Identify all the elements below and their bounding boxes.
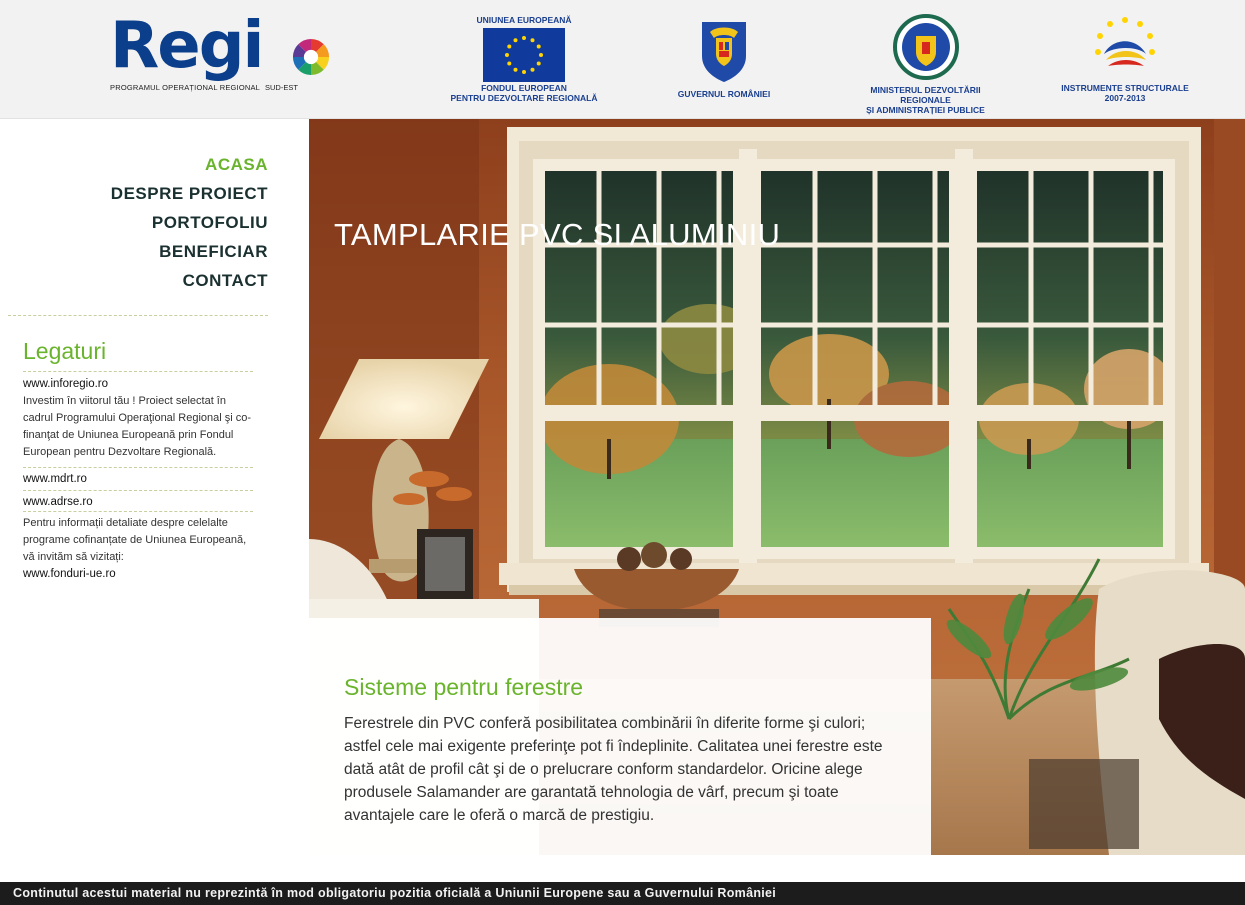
eu-star-icon xyxy=(539,53,543,57)
structural-instruments-logo-icon xyxy=(1090,14,1160,78)
content-title: Sisteme pentru ferestre xyxy=(344,674,584,700)
content-text: Ferestrele din PVC conferă posibilitatea combinării în diferite forme şi culori; astfel cele mai exigente preferinţe pot fi îndeplinite. Calitatea unei ferestre este dată atât de profil cât şi de o prelucrare conform standardelor. Oricine alege produsele Salamander are garantată tehnologia de vârf, precum şi toate avantajele care le oferă o marcă de prestigiu. xyxy=(344,715,883,824)
color-wheel-icon xyxy=(292,38,330,76)
ministry-seal-icon xyxy=(893,14,959,80)
partner-ministry-caption-2: ȘI ADMINISTRAȚIEI PUBLICE xyxy=(866,104,985,115)
links-divider xyxy=(23,490,253,491)
links-divider xyxy=(23,511,253,512)
eu-star-icon xyxy=(531,67,535,71)
content-card xyxy=(309,618,931,855)
eu-star-icon xyxy=(522,36,526,40)
logo-subtitle: PROGRAMUL OPERAȚIONAL REGIONAL xyxy=(110,83,261,92)
hero-title: TAMPLARIE PVC SI ALUMINIU xyxy=(334,217,781,252)
eu-star-icon xyxy=(505,53,509,57)
partner-is-caption-1: INSTRUMENTE STRUCTURALE xyxy=(1061,83,1189,93)
link-adrse[interactable]: www.adrse.ro xyxy=(23,496,93,508)
footer-disclaimer: Continutul acestui material nu reprezintă în mod obligatoriu pozitia oficială a Uniunii Europene sau a Guvernului României xyxy=(0,882,1245,905)
partner-eu-caption-2: PENTRU DEZVOLTARE REGIONALĂ xyxy=(450,92,598,103)
logo-wordmark: Regi xyxy=(110,9,263,83)
links-divider xyxy=(23,467,253,468)
eu-star-icon xyxy=(514,38,518,42)
eu-star-icon xyxy=(537,44,541,48)
eu-star-icon xyxy=(507,44,511,48)
eu-star-icon xyxy=(507,61,511,65)
partner-structural-instruments[interactable] xyxy=(1050,14,1200,104)
link-adrse-description: Pentru informații detaliate despre celelalte programe cofinanțate de Uniunea Europeană, vă invităm să vizitați: xyxy=(23,517,247,563)
link-inforegio-description: Investim în viitorul tău ! Proiect selectat în cadrul Programului Operaţional Regional şi co-finanţat de Uniunea Europeană prin Fondul European pentru Dezvoltare Regională. xyxy=(23,395,252,458)
site-header xyxy=(0,0,1245,119)
eu-star-icon xyxy=(522,70,526,74)
sidebar-divider xyxy=(8,315,268,316)
regio-logo[interactable] xyxy=(110,9,335,95)
eu-star-icon xyxy=(514,67,518,71)
nav-item-acasa[interactable]: ACASA xyxy=(205,155,268,174)
links-panel xyxy=(23,337,253,583)
partner-government-caption: GUVERNUL ROMÂNIEI xyxy=(677,89,771,99)
logo-region: SUD-EST xyxy=(265,83,298,92)
link-inforegio[interactable]: www.inforegio.ro xyxy=(23,378,109,390)
romanian-coat-of-arms-icon xyxy=(698,18,750,84)
nav-item-portofoliu[interactable]: PORTOFOLIU xyxy=(151,213,268,232)
partner-eu-caption-1: FONDUL EUROPEAN xyxy=(481,82,567,93)
nav-item-despre-proiect[interactable]: DESPRE PROIECT xyxy=(110,184,268,203)
eu-star-icon xyxy=(531,38,535,42)
link-mdrt[interactable]: www.mdrt.ro xyxy=(23,473,87,485)
eu-flag-icon xyxy=(483,28,565,82)
nav-item-contact[interactable]: CONTACT xyxy=(182,271,268,290)
link-fonduri-ue[interactable]: www.fonduri-ue.ro xyxy=(23,568,116,580)
eu-star-icon xyxy=(537,61,541,65)
main-nav xyxy=(0,150,268,295)
partner-is-caption-2: 2007-2013 xyxy=(1104,92,1146,103)
hero-banner xyxy=(309,119,1245,855)
partner-ministry-caption-1: MINISTERUL DEZVOLTĂRII REGIONALE xyxy=(870,85,981,105)
partner-eu[interactable] xyxy=(448,16,600,103)
partner-eu-top-caption: UNIUNEA EUROPEANĂ xyxy=(476,15,572,25)
partner-ministry[interactable] xyxy=(848,14,1003,115)
nav-item-beneficiar[interactable]: BENEFICIAR xyxy=(159,242,268,261)
partner-government[interactable] xyxy=(664,18,784,100)
links-title: Legaturi xyxy=(23,337,253,372)
